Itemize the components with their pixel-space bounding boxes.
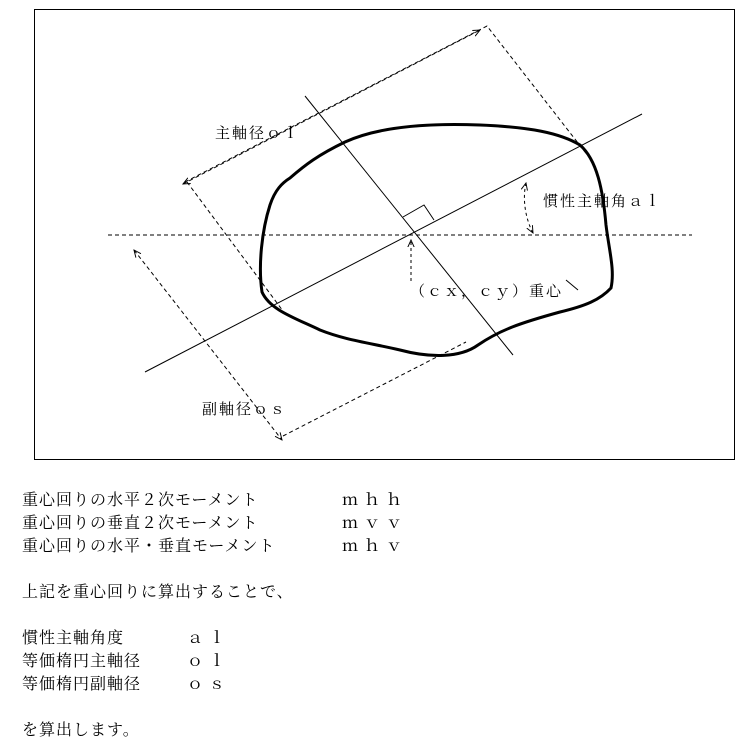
centroid-label: （ｃｘ，ｃｙ）重心 [410,282,564,300]
moment-label: 重心回りの水平・垂直モーメント [22,536,276,555]
moment-label: 重心回りの垂直２次モーメント [22,513,259,532]
equivalent-rectangle-lower [187,182,283,311]
minor-axis-label: 副軸径ｏｓ [202,400,288,418]
object-outline [260,124,612,355]
result-label: 等価楕円主軸径 [22,651,142,670]
closing-sentence: を算出します。 [22,720,140,739]
principal-axis-line [145,114,642,372]
minor-axis-line [305,96,513,355]
result-symbol: ｏｓ [187,674,232,693]
result-row [22,649,542,672]
right-angle-mark [403,205,434,220]
equivalent-rectangle [185,26,592,182]
result-symbol: ａｌ [187,628,232,647]
major-axis-label: 主軸径ｏｌ [215,124,301,142]
result-row [22,672,542,695]
moment-symbol: ｍｈｖ [342,536,409,555]
moment-label: 重心回りの水平２次モーメント [22,490,259,509]
result-row [22,626,542,649]
calc-sentence: 上記を重心回りに算出することで、 [22,582,294,601]
moment-symbol: ｍｈｈ [342,490,409,509]
moment-row [22,534,542,557]
result-label: 等価楕円副軸径 [22,674,142,693]
angle-arrow [524,183,533,233]
moment-symbol: ｍｖｖ [342,513,409,532]
centroid-leader-right [566,280,578,290]
moment-row [22,488,542,511]
moment-row [22,511,542,534]
result-label: 慣性主軸角度 [22,628,125,647]
angle-label: 慣性主軸角ａｌ [543,192,663,210]
description-text [22,488,542,741]
result-symbol: ｏｌ [187,651,232,670]
